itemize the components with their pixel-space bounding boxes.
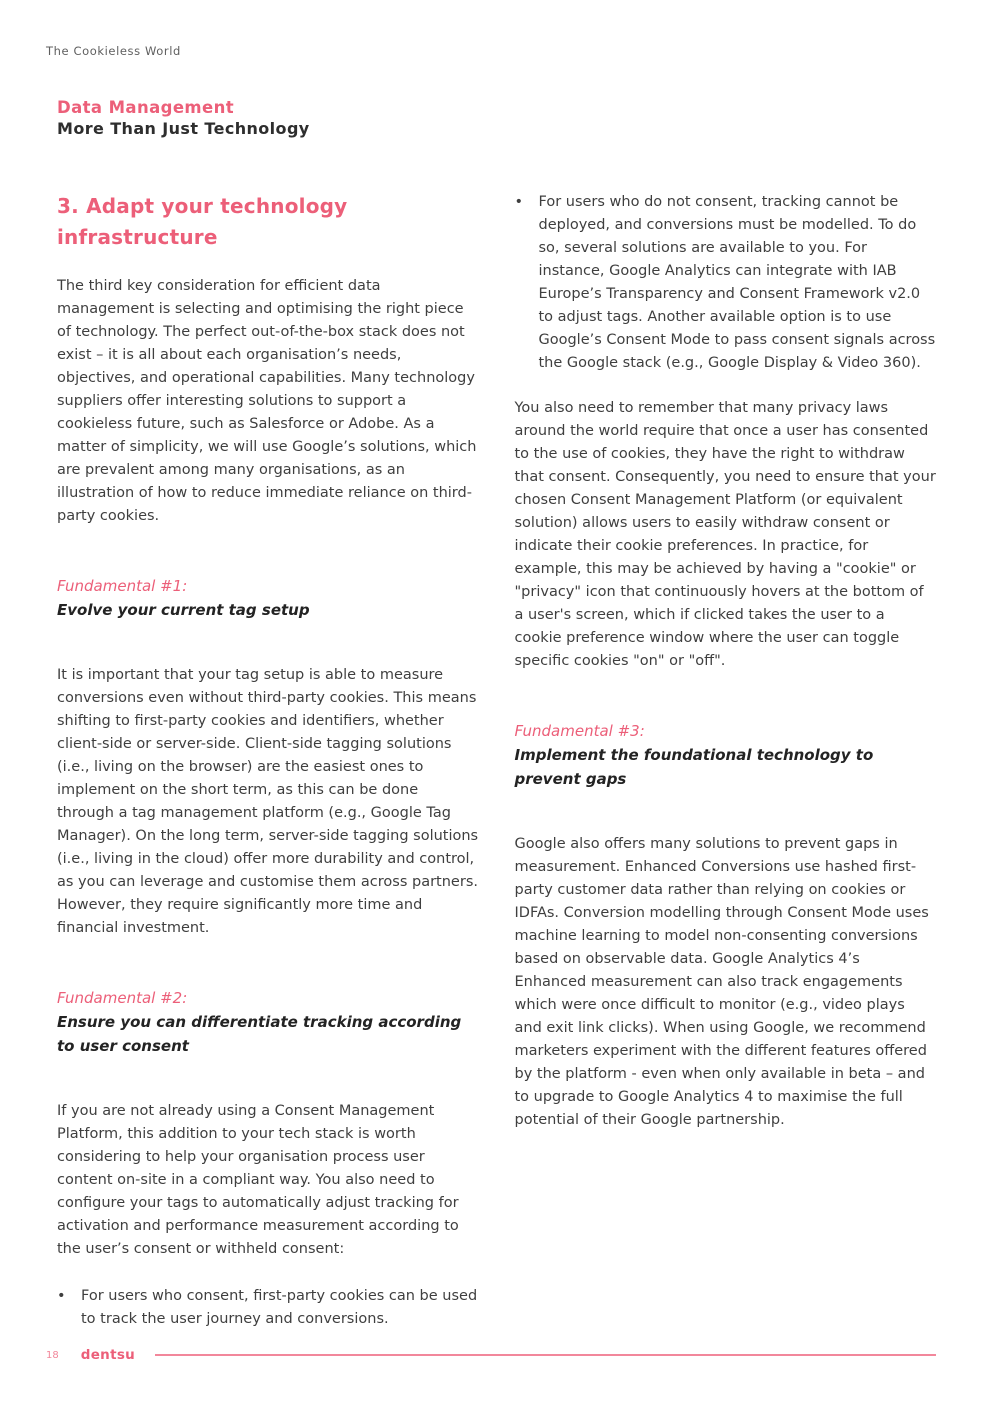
left-column <box>57 191 479 1347</box>
section-header <box>57 97 936 139</box>
list-item <box>57 1285 479 1331</box>
fundamental-3-header <box>515 719 937 791</box>
list-item-text: For users who do not consent, tracking cannot be deployed, and conversions must be modelled. To do so, several solutions are available to you. For instance, Google Analytics can integrate with IAB Europe’s Transparency and Consent Framework v2.0 to adjust tags. Another available option is to use Google’s Consent Mode to pass consent signals across the Google stack (e.g., Google Display & Video 360). <box>538 194 936 371</box>
fundamental-1-body: It is important that your tag setup is able to measure conversions even without third-party cookies. This means shifting to first-party cookies and identifiers, whether client-side or server-side. Client-side tagging solutions (i.e., living on the browser) are the easiest ones to implement on the short term, as this can be done through a tag management platform (e.g., Google Tag Manager). On the long term, server-side tagging solutions (i.e., living in the cloud) offer more durability and control, as you can leverage and customise them across partners. However, they require significantly more time and financial investment. <box>57 667 479 936</box>
list-item-text: For users who consent, first-party cookies can be used to track the user journey and conversions. <box>81 1288 478 1327</box>
fundamental-2-header <box>57 986 479 1058</box>
fundamental-3-label: Fundamental #3: <box>514 722 645 740</box>
brand-logo: dentsu <box>80 1347 136 1363</box>
fundamental-2-label: Fundamental #2: <box>57 989 188 1007</box>
fundamental-1-header <box>57 574 479 622</box>
footer-rule <box>155 1354 936 1356</box>
fundamental-2-title: Ensure you can differentiate tracking according to user consent <box>57 1013 462 1055</box>
article-heading: 3. Adapt your technology infrastructure <box>57 194 348 249</box>
page-footer <box>46 1347 936 1363</box>
page-number: 18 <box>46 1349 59 1361</box>
fundamental-1-label: Fundamental #1: <box>57 577 188 595</box>
fundamental-3-body: Google also offers many solutions to prevent gaps in measurement. Enhanced Conversions use hashed first-party customer data rather than relying on cookies or IDFAs. Conversion modelling through Consent Mode uses machine learning to model non-consenting conversions based on observable data. Google Analytics 4’s Enhanced measurement can also track engagements which were once difficult to monitor (e.g., video plays and exit link clicks). When using Google, we recommend marketers experiment with the different features offered by the platform - even when only available in beta – and to upgrade to Google Analytics 4 to maximise the full potential of their Google partnership. <box>514 836 929 1128</box>
running-header: The Cookieless World <box>46 44 181 58</box>
fundamental-1-title: Evolve your current tag setup <box>57 601 310 619</box>
intro-paragraph: The third key consideration for efficient data management is selecting and optimising the right piece of technology. The perfect out-of-the-box stack does not exist – it is all about each organisation’s needs, objectives, and operational capabilities. Many technology suppliers offer interesting solutions to support a cookieless future, such as Salesforce or Adobe. As a matter of simplicity, we will use Google’s solutions, which are prevalent among many organisations, as an illustration of how to reduce immediate reliance on third-party cookies. <box>57 278 477 524</box>
fundamental-3-title: Implement the foundational technology to prevent gaps <box>514 746 874 788</box>
bullet-icon <box>57 1285 81 1331</box>
privacy-laws-paragraph: You also need to remember that many privacy laws around the world require that once a user has consented to the use of cookies, they have the right to withdraw that consent. Consequently, you need to ensure that your chosen Consent Management Platform (or equivalent solution) allows users to easily withdraw consent or indicate their cookie preferences. In practice, for example, this may be achieved by having a "cookie" or "privacy" icon that continuously hovers at the bottom of a user's screen, which if clicked takes the user to a cookie preference window where the user can toggle specific cookies "on" or "off". <box>514 400 936 669</box>
bullet-icon <box>515 191 539 375</box>
fundamental-2-body: If you are not already using a Consent Management Platform, this addition to your tech stack is worth considering to help your organisation process user content on-site in a compliant way. You also need to configure your tags to automatically adjust tracking for activation and performance measurement according to the user’s consent or withheld consent: <box>57 1103 459 1257</box>
two-column-body <box>57 191 936 1347</box>
list-item <box>515 191 937 375</box>
section-title: Data Management <box>57 98 235 117</box>
section-subtitle: More Than Just Technology <box>57 119 310 138</box>
right-column <box>515 191 937 1347</box>
